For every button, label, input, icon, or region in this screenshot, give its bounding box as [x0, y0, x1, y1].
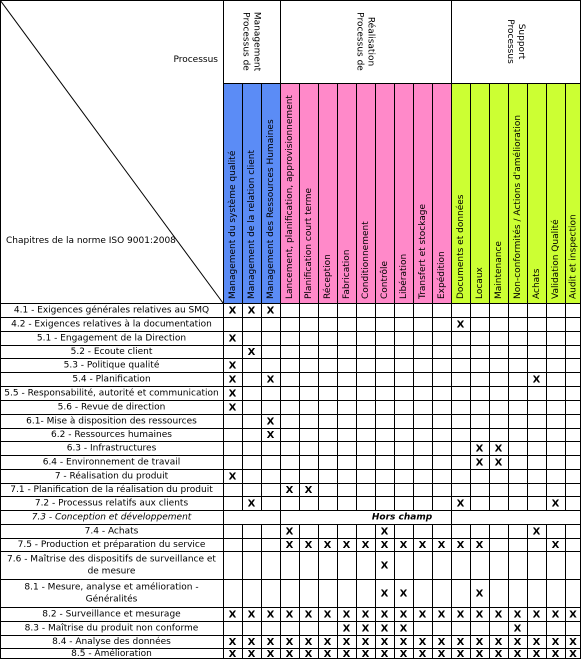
cell-mark: X: [361, 609, 370, 621]
table-row: [0, 524, 581, 538]
cell-mark: X: [380, 588, 389, 600]
table-row: [0, 538, 581, 551]
cell-mark: X: [228, 637, 237, 648]
row-label: 6.2 - Ressources humaines: [51, 430, 172, 440]
cell-mark: X: [494, 609, 503, 621]
row-label: de mesure: [87, 566, 136, 577]
cell-mark: X: [513, 637, 522, 648]
table-row: [0, 648, 581, 659]
row-label: 5.1 - Engagement de la Direction: [36, 333, 187, 344]
table-row: [0, 386, 581, 400]
group-header-cell: [451, 0, 581, 83]
cell-mark: X: [266, 637, 275, 648]
cell-mark: X: [456, 649, 465, 659]
cell-mark: X: [304, 637, 313, 648]
cell-mark: X: [247, 498, 256, 510]
table-row: [0, 551, 581, 579]
cell-mark: X: [475, 609, 484, 621]
column-header-label: Conditionnement: [361, 221, 371, 299]
column-header-label: Management de la relation client: [247, 149, 257, 299]
table-row: [0, 441, 581, 455]
cell-mark: X: [304, 540, 313, 551]
group-header-label: Réalisation: [365, 16, 376, 67]
cell-mark: X: [228, 374, 237, 386]
table-row: [0, 303, 581, 317]
cell-mark: X: [247, 609, 256, 621]
row-label: 4.2 - Exigences relatives à la documentation: [11, 319, 212, 330]
cell-mark: X: [532, 609, 541, 621]
column-header-label: Réception: [323, 254, 333, 299]
row-label: 5.2 - Ecoute client: [70, 347, 153, 357]
row-label: 7.1 - Planification de la réalisation du produit: [10, 485, 213, 495]
cell-mark: X: [380, 540, 389, 551]
cell-mark: X: [285, 637, 294, 648]
row-label: 7.2 - Processus relatifs aux clients: [34, 498, 189, 509]
column-header-label: Maintenance: [494, 241, 504, 299]
table-row: [0, 331, 581, 345]
cell-mark: X: [361, 649, 370, 659]
cell-mark: X: [285, 540, 294, 551]
cell-mark: X: [323, 540, 332, 551]
table-row: [0, 496, 581, 510]
row-label: 8.1 - Mesure, analyse et amélioration -: [24, 582, 199, 593]
group-header-label: Processus de: [240, 12, 251, 71]
column-header: [413, 83, 432, 303]
cell-mark: X: [437, 649, 446, 659]
cell-mark: X: [266, 430, 275, 441]
column-header: [375, 83, 394, 303]
column-header: [527, 83, 546, 303]
cell-mark: X: [228, 333, 237, 345]
row-label: 5.5 - Responsabilité, autorité et communication: [4, 388, 219, 399]
cell-mark: X: [551, 637, 560, 648]
cell-mark: X: [247, 637, 256, 648]
column-header: [565, 83, 581, 303]
cell-mark: X: [437, 609, 446, 621]
cell-mark: X: [551, 649, 560, 659]
column-header-label: Validation Qualité: [551, 219, 561, 299]
cell-mark: X: [475, 457, 484, 469]
cell-mark: X: [475, 540, 484, 551]
cell-mark: X: [285, 485, 294, 496]
cell-mark: X: [342, 540, 351, 551]
cell-mark: X: [247, 347, 256, 358]
table-row: [0, 607, 581, 621]
cell-mark: X: [532, 374, 541, 386]
cell-mark: X: [569, 649, 577, 659]
cell-mark: X: [494, 443, 503, 455]
cell-mark: X: [456, 540, 465, 551]
cell-mark: X: [418, 649, 427, 659]
column-header: [337, 83, 356, 303]
row-label: 8.3 - Maîtrise du produit non conforme: [24, 623, 199, 634]
column-header: [470, 83, 489, 303]
cell-mark: X: [304, 649, 313, 659]
cell-mark: X: [380, 609, 389, 621]
cell-mark: X: [304, 609, 313, 621]
cell-mark: X: [475, 588, 484, 600]
column-header-label: Non-conformités / Actions d'amélioration: [513, 114, 523, 299]
table-row: [0, 483, 581, 496]
column-header: [508, 83, 527, 303]
cell-mark: X: [399, 623, 408, 635]
column-header: [432, 83, 451, 303]
cell-mark: X: [342, 649, 351, 659]
cell-mark: X: [228, 360, 237, 372]
cell-mark: X: [551, 609, 560, 621]
column-header-label: Transfert et stockage: [418, 204, 428, 299]
cell-mark: X: [323, 609, 332, 621]
row-label: Généralités: [85, 594, 138, 605]
processus-header-label: Processus: [173, 55, 218, 65]
column-header-label: Achats: [532, 268, 542, 299]
cell-mark: X: [247, 649, 256, 659]
column-header: [223, 83, 242, 303]
cell-mark: X: [399, 588, 408, 600]
table-row: [0, 510, 581, 524]
column-header-label: Documents et données: [456, 194, 466, 299]
row-label: 5.4 - Planification: [72, 374, 151, 385]
column-header: [242, 83, 261, 303]
cell-mark: X: [399, 609, 408, 621]
table-row: [0, 579, 581, 607]
table-row: [0, 358, 581, 372]
table-row: [0, 455, 581, 469]
cell-mark: X: [380, 649, 389, 659]
cell-mark: X: [361, 637, 370, 648]
row-label: 8.4 - Analyse des données: [52, 637, 171, 647]
table-row: [0, 621, 581, 635]
column-header-label: Lancement, planification, approvisionnement: [285, 95, 295, 299]
cell-mark: X: [399, 637, 408, 648]
chapitres-header-label: Chapitres de la norme ISO 9001:2008: [6, 236, 176, 246]
row-label: 7.3 - Conception et développement: [31, 512, 192, 523]
row-label: 6.1- Mise à disposition des ressources: [26, 416, 197, 427]
cell-mark: X: [228, 609, 237, 621]
cell-mark: X: [266, 416, 275, 428]
cell-mark: X: [228, 305, 237, 317]
column-header-label: Expédition: [437, 251, 447, 299]
cell-mark: X: [418, 609, 427, 621]
row-label: 8.5 - Amélioration: [71, 649, 152, 659]
table-row: [0, 428, 581, 441]
row-label: 6.4 - Environnement de travail: [42, 457, 181, 468]
column-header: [489, 83, 508, 303]
cell-mark: X: [342, 609, 351, 621]
cell-mark: X: [456, 637, 465, 648]
corner-header: [0, 0, 223, 303]
table-row: [0, 469, 581, 483]
cell-mark: X: [494, 637, 503, 648]
cell-mark: X: [399, 540, 408, 551]
cell-mark: X: [437, 637, 446, 648]
cell-mark: X: [228, 649, 237, 659]
cell-mark: X: [437, 540, 446, 551]
table-row: [0, 317, 581, 331]
cell-mark: X: [456, 319, 465, 331]
cell-mark: X: [361, 623, 370, 635]
cell-mark: X: [228, 402, 237, 414]
column-header-label: Locaux: [475, 267, 485, 299]
cell-mark: X: [380, 560, 389, 572]
cell-mark: X: [494, 649, 503, 659]
column-header: [356, 83, 375, 303]
row-label: 6.3 - Infrastructures: [66, 443, 157, 454]
group-header-label: Processus: [505, 19, 515, 64]
cell-mark: X: [323, 637, 332, 648]
column-header-label: Management du système qualité: [228, 150, 238, 299]
cell-mark: X: [551, 498, 560, 510]
column-header: [280, 83, 299, 303]
table-row: [0, 414, 581, 428]
cell-mark: X: [513, 609, 522, 621]
cell-mark: X: [418, 540, 427, 551]
column-header: [299, 83, 318, 303]
cell-mark: X: [532, 526, 541, 538]
cell-mark: X: [513, 623, 522, 635]
cell-mark: X: [532, 649, 541, 659]
column-header-label: Fabrication: [342, 249, 352, 299]
cell-mark: X: [551, 540, 560, 551]
cell-mark: X: [342, 637, 351, 648]
cell-mark: X: [266, 374, 275, 386]
column-header-label: Contrôle: [380, 260, 390, 299]
cell-mark: X: [418, 637, 427, 648]
cell-mark: X: [475, 649, 484, 659]
table-row: [0, 345, 581, 358]
cell-mark: X: [380, 623, 389, 635]
cell-mark: X: [266, 649, 275, 659]
row-label: 7.5 - Production et préparation du service: [17, 540, 206, 550]
column-header-label: Planification court terme: [304, 187, 314, 299]
cell-mark: X: [285, 649, 294, 659]
cell-mark: X: [475, 637, 484, 648]
cell-mark: X: [475, 443, 484, 455]
row-label: 8.2 - Surveillance et mesurage: [42, 609, 181, 620]
group-header-label: Support: [516, 23, 526, 60]
cell-mark: X: [266, 609, 275, 621]
hors-champ-note: Hors champ: [371, 512, 433, 523]
row-label: 5.6 - Revue de direction: [57, 402, 166, 413]
group-header-cell: [280, 0, 451, 83]
group-header-label: Management: [251, 11, 262, 72]
table-row: [0, 400, 581, 414]
column-header-label: Libération: [399, 253, 409, 299]
cell-mark: X: [266, 305, 275, 317]
table-row: [0, 635, 581, 648]
row-label: 7 - Réalisation du produit: [54, 471, 169, 482]
cell-mark: X: [247, 305, 256, 317]
cell-mark: X: [228, 471, 237, 483]
cell-mark: X: [494, 457, 503, 469]
cell-mark: X: [456, 609, 465, 621]
row-label: 7.4 - Achats: [84, 526, 139, 537]
column-header: [318, 83, 337, 303]
column-header: [451, 83, 470, 303]
cell-mark: X: [569, 609, 577, 621]
column-header: [546, 83, 565, 303]
cell-mark: X: [304, 485, 313, 496]
table-row: [0, 372, 581, 386]
row-label: 7.6 - Maîtrise des dispositifs de surveillance et: [7, 554, 216, 565]
row-label: 5.3 - Politique qualité: [63, 360, 160, 371]
cell-mark: X: [361, 540, 370, 551]
group-header-cell: [223, 0, 280, 83]
column-header: [394, 83, 413, 303]
cell-mark: X: [380, 526, 389, 538]
row-label: 4.1 - Exigences générales relatives au SMQ: [13, 305, 210, 316]
cell-mark: X: [285, 609, 294, 621]
column-header-label: Management des Ressources Humaines: [266, 119, 276, 299]
cell-mark: X: [569, 637, 577, 648]
cell-mark: X: [228, 388, 237, 400]
cell-mark: X: [342, 623, 351, 635]
cell-mark: X: [380, 637, 389, 648]
column-header-label: Audit et inspection: [568, 214, 579, 299]
cell-mark: X: [513, 649, 522, 659]
cell-mark: X: [456, 498, 465, 510]
cell-mark: X: [399, 649, 408, 659]
cell-mark: X: [323, 649, 332, 659]
cell-mark: X: [532, 637, 541, 648]
cell-mark: X: [285, 526, 294, 538]
column-header: [261, 83, 280, 303]
group-header-label: Processus de: [354, 12, 365, 71]
